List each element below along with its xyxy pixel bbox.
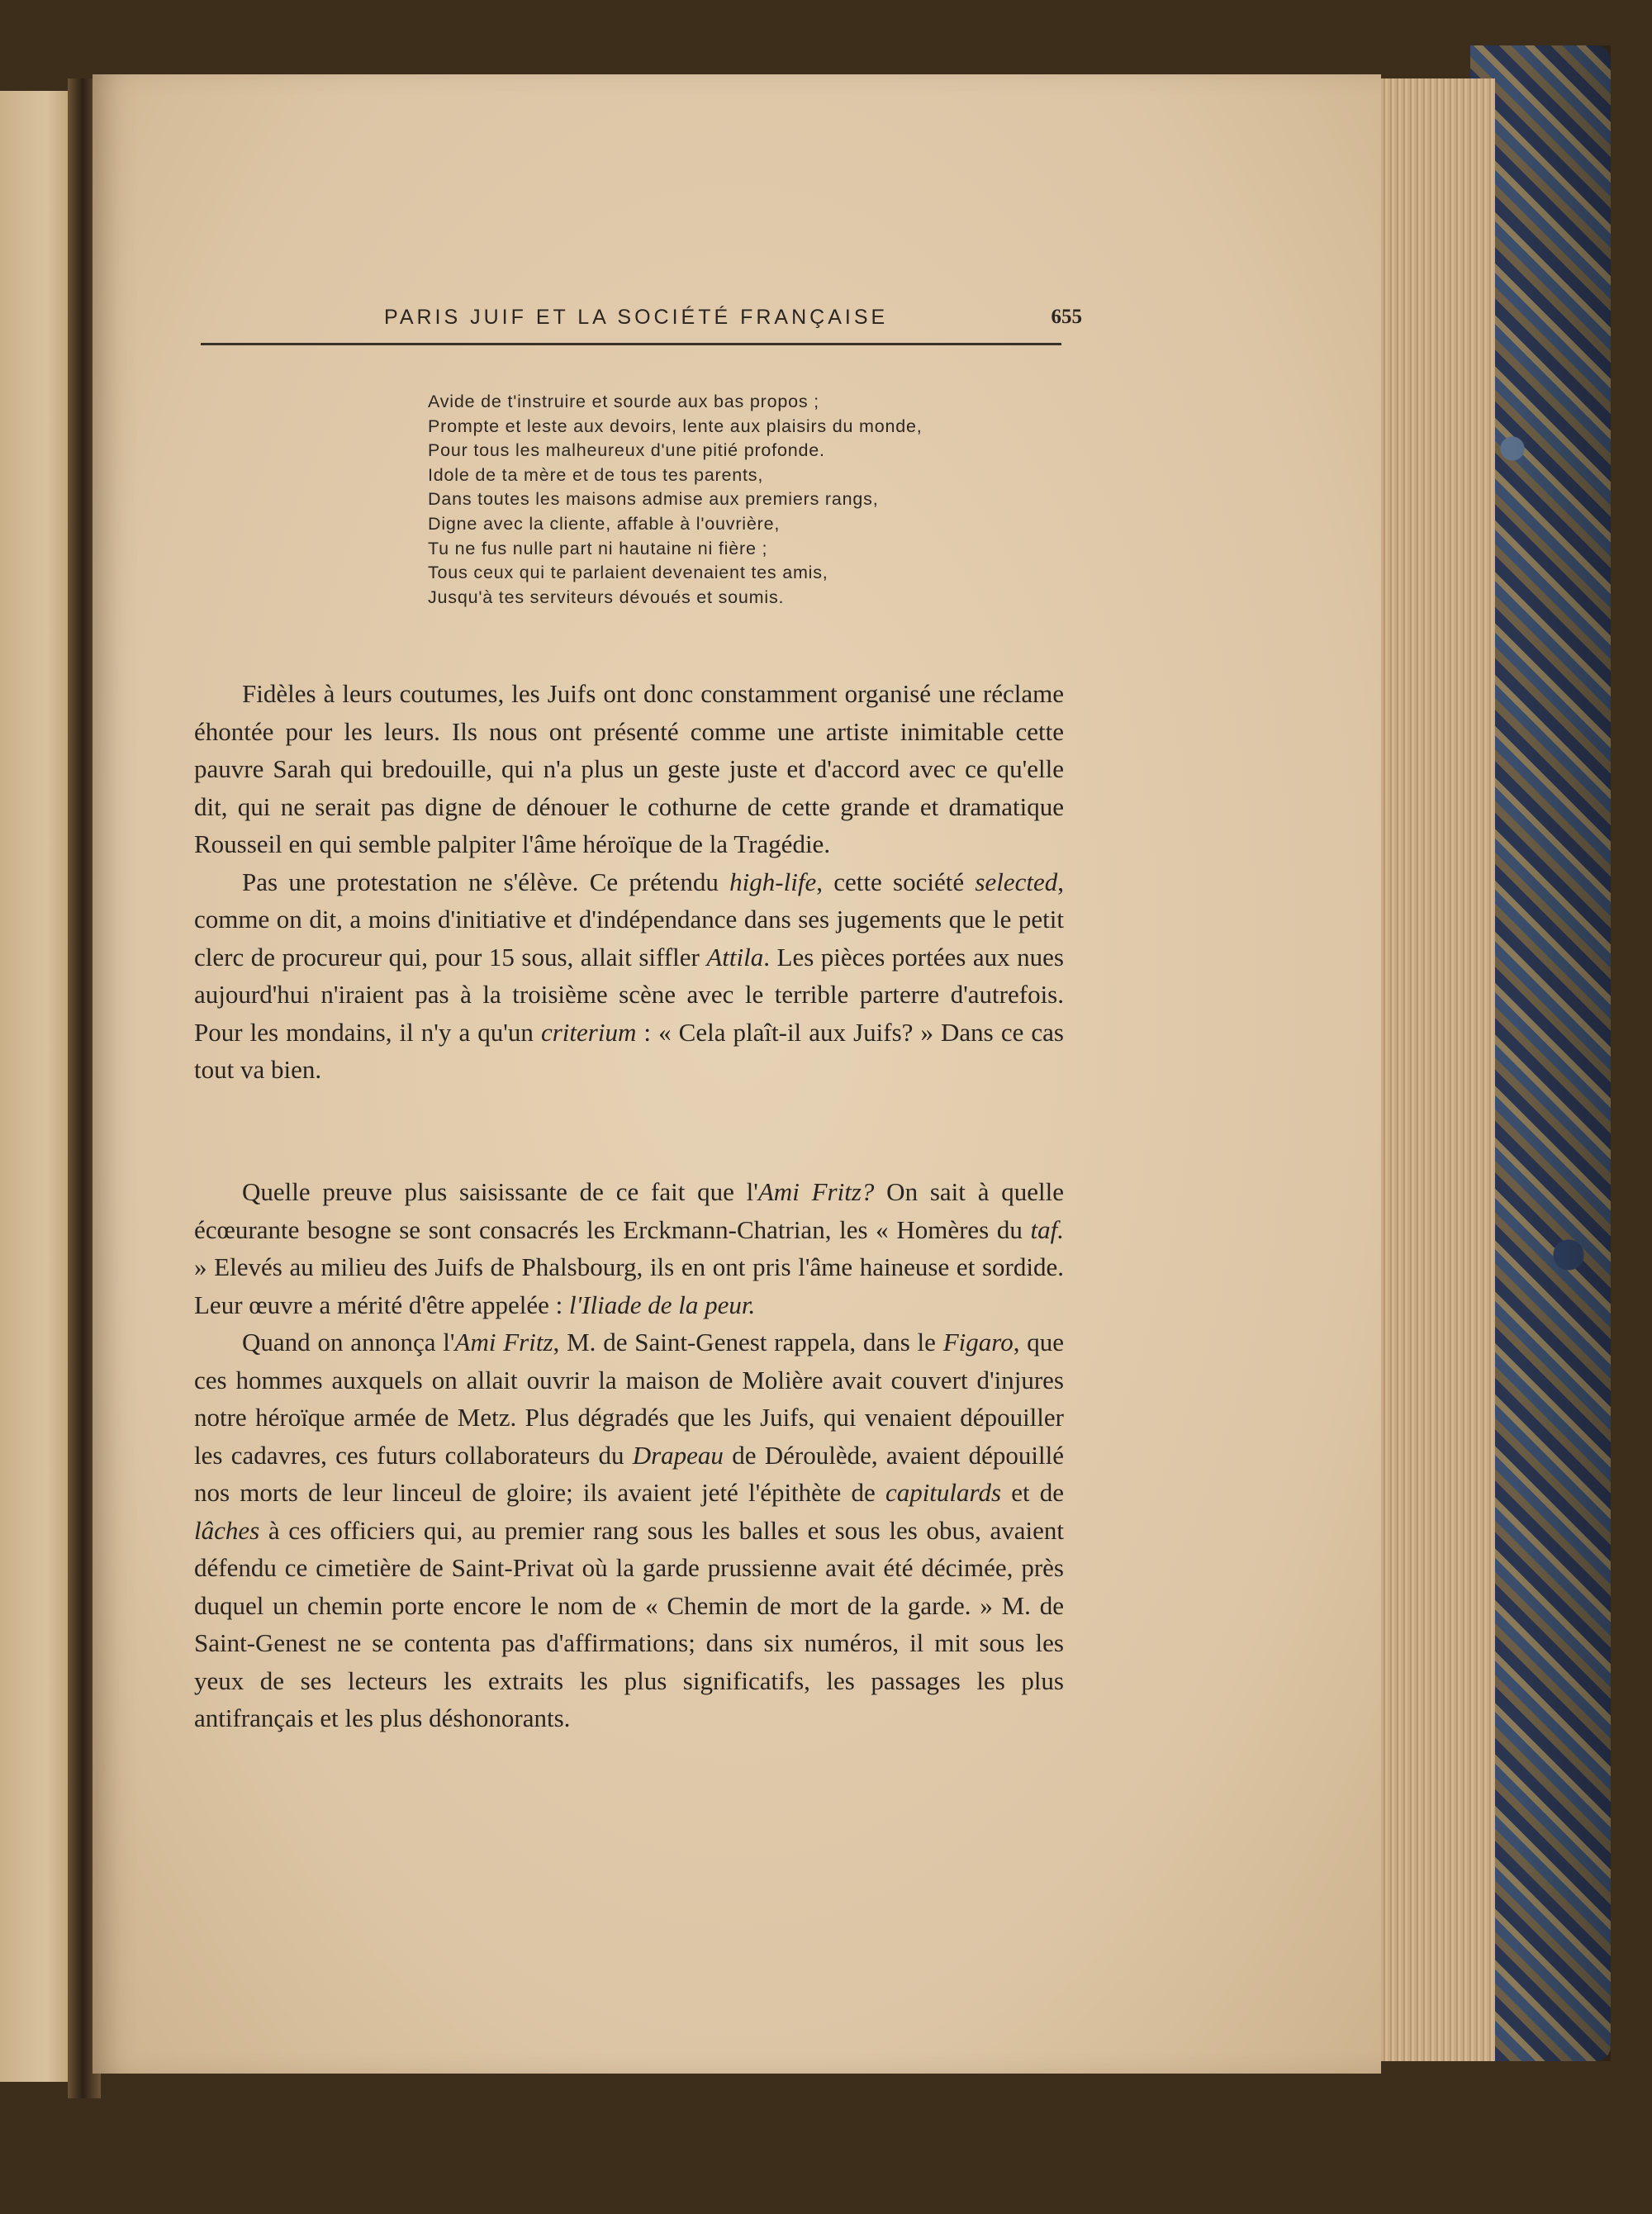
paragraph-text: : « Cela plaît-il aux Juifs? » Dans ce cas tout va bien. — [194, 1017, 1064, 1084]
poem-line: Prompte et leste aux devoirs, lente aux plaisirs du monde, — [428, 416, 923, 436]
paragraph-text: Quelle preuve plus saisissante de ce fait que l' — [242, 1177, 758, 1206]
prose-block-2 — [194, 1173, 1064, 1737]
paragraph — [194, 675, 1064, 863]
paragraph-text: de Déroulède, avaient dépouillé nos morts de leur linceul de gloire; ils avaient jeté l'épithète de — [194, 1440, 1064, 1507]
paragraph-text: Pas une protestation ne s'élève. Ce prétendu — [242, 867, 730, 896]
poem-line: Idole de ta mère et de tous tes parents, — [428, 464, 764, 485]
poem-line: Tu ne fus nulle part ni hautaine ni fière ; — [428, 538, 768, 558]
running-head: PARIS JUIF ET LA SOCIÉTÉ FRANÇAISE — [384, 306, 889, 329]
paragraph — [194, 1173, 1064, 1323]
paragraph-text: » Elevés au milieu des Juifs de Phalsbourg, ils en ont pris l'âme haineuse et sordide. Leur œuvre a mérité d'être appelée : — [194, 1252, 1064, 1319]
paragraph-text: Quand on annonça l' — [242, 1328, 455, 1356]
italic-text: selected — [975, 867, 1058, 896]
page-number: 655 — [1051, 306, 1082, 328]
poem-line: Jusqu'à tes serviteurs dévoués et soumis. — [428, 587, 785, 607]
paragraph-text: . Les pièces portées aux nues aujourd'hui n'iraient pas à la troisième scène avec le terrible parterre d'autrefois. Pour les mondains, il n'y a qu'un — [194, 942, 1064, 1047]
paragraph-text: , M. de Saint-Genest rappela, dans le — [553, 1328, 943, 1356]
poem-line: Pour tous les malheureux d'une pitié profonde. — [428, 440, 825, 461]
paragraph-text: , cette société — [816, 867, 976, 896]
italic-text: high-life — [729, 867, 817, 896]
paragraph — [194, 863, 1064, 1089]
paragraph-text: et de — [1001, 1478, 1065, 1507]
paragraph-text: , comme on dit, a moins d'initiative et d'indépendance dans ses jugements que le petit clerc de procureur qui, pour 15 sous, allait siffler — [194, 867, 1064, 972]
italic-text: Drapeau — [632, 1440, 724, 1470]
poem-line: Dans toutes les maisons admise aux premiers rangs, — [428, 489, 879, 510]
italic-text: l'Iliade de la peur. — [568, 1290, 756, 1319]
italic-text: Ami Fritz? — [757, 1177, 875, 1206]
paragraph-text: , que ces hommes auxquels on allait ouvrir la maison de Molière avait couvert d'injures notre héroïque armée de Metz. Plus dégradés que les Juifs, qui venaient dépouiller les cadavres, ces futurs collaborateurs du — [194, 1328, 1065, 1470]
poem-line: Tous ceux qui te parlaient devenaient tes amis, — [428, 563, 828, 583]
paragraph-text: Fidèles à leurs coutumes, les Juifs ont donc constamment organisé une réclame éhontée pour les leurs. Ils nous ont présenté comme une artiste inimitable cette pauvre Sarah qui bredouille, qui n'a plus un geste juste et d'accord avec ce qu'elle dit, qui ne serait pas digne de dénouer le cothurne de cette grande et dramatique Rousseil en qui semble palpiter l'âme héroïque de la Tragédie. — [194, 679, 1064, 858]
header-rule — [201, 343, 1061, 345]
facing-page-edge — [0, 91, 78, 2082]
paragraph-text: à ces officiers qui, au premier rang sous les balles et sous les obus, avaient défendu ce cimetière de Saint-Privat où la garde prussienne avait été décimée, près duquel un chemin porte encore le nom de « Chemin de mort de la garde. » M. de Saint-Genest ne se contenta pas d'affirmations; dans six numéros, il mit sous les yeux de ses lecteurs les extraits les plus significatifs, les passages les plus antifrançais et les plus déshonorants. — [194, 1515, 1064, 1732]
paragraph-text: On sait à quelle écœurante besogne se sont consacrés les Erckmann-Chatrian, les « Homères du — [194, 1177, 1064, 1244]
italic-text: Attila — [706, 942, 764, 972]
cover-shadow — [1516, 45, 1611, 2061]
italic-text: taf. — [1030, 1214, 1064, 1244]
italic-text: lâches — [194, 1515, 260, 1545]
prose-block-1 — [194, 675, 1064, 1089]
paragraph — [194, 1323, 1064, 1737]
italic-text: capitulards — [885, 1478, 1002, 1507]
italic-text: criterium — [540, 1017, 637, 1047]
italic-text: Figaro — [942, 1328, 1014, 1356]
italic-text: Ami Fritz — [454, 1328, 553, 1356]
poem-line: Digne avec la cliente, affable à l'ouvrière, — [428, 513, 781, 534]
poem-quotation — [428, 390, 1056, 610]
poem-line: Avide de t'instruire et sourde aux bas propos ; — [428, 392, 819, 411]
